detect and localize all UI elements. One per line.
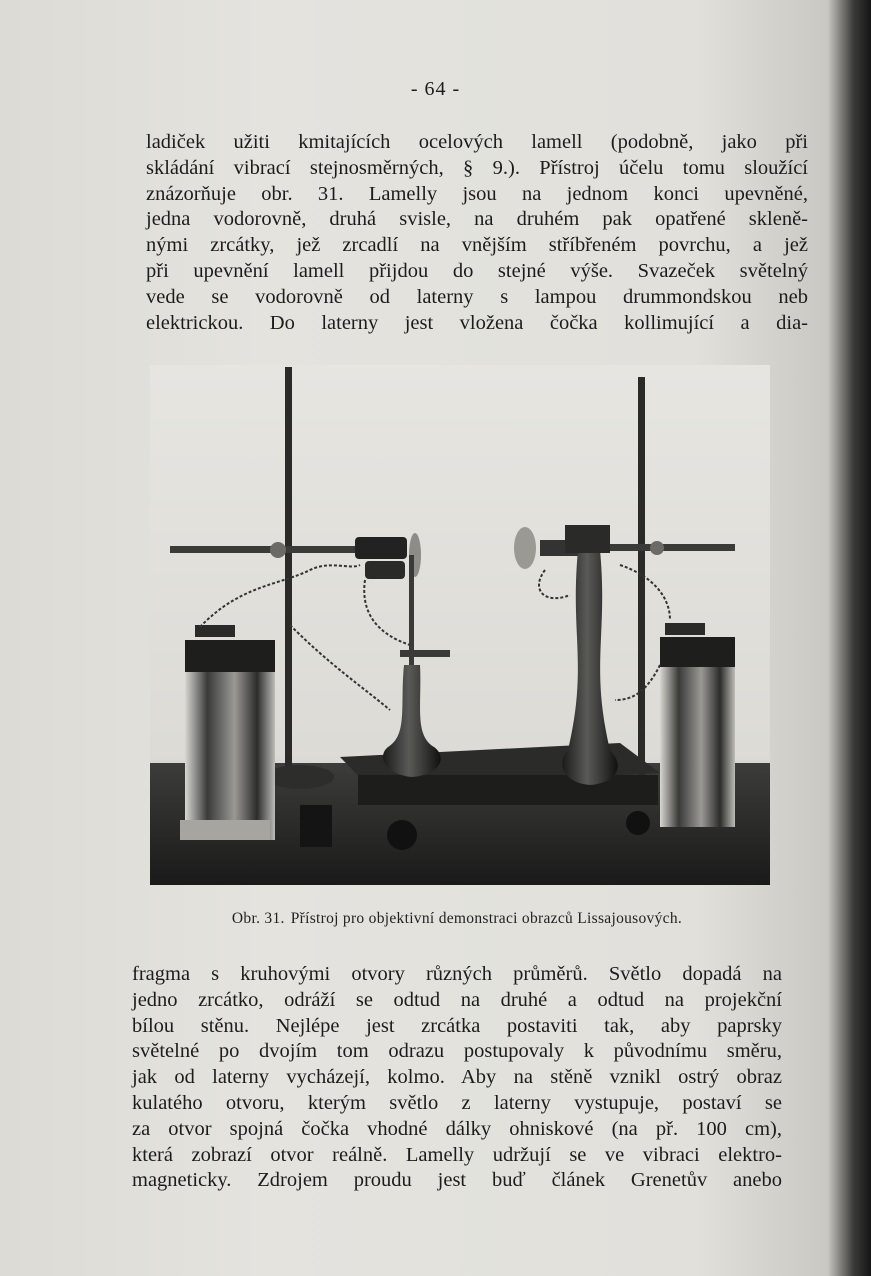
paragraph-top <box>146 130 808 336</box>
text-line: kulatého otvoru, kterým světlo z laterny vystupuje, postaví se <box>132 1091 782 1114</box>
text-line: skládání vibrací stejnosměrných, § 9.). Přístroj účelu tomu sloužící <box>146 156 808 179</box>
page-number: - 64 - <box>410 78 461 100</box>
text-line: fragma s kruhovými otvory různých průměrů. Světlo dopadá na <box>132 963 782 985</box>
left-stand-rod <box>285 367 292 777</box>
text-line: světelné po dvojím tom odrazu postupovaly k původnímu směru, <box>132 1040 782 1063</box>
text-line: jedna vodorovně, druhá svisle, na druhém pak opatřené skleně- <box>146 208 808 231</box>
text-line: jak od laterny vycházejí, kolmo. Aby na stěně vznikl ostrý obraz <box>132 1066 782 1089</box>
figure-label: Obr. 31. <box>231 910 285 927</box>
apparatus-illustration <box>150 365 770 885</box>
text-line: která zobrazí otvor reálně. Lamelly udržují se ve vibraci elektro- <box>132 1143 782 1166</box>
text-line: magneticky. Zdrojem proudu jest buď článek Grenetův anebo <box>132 1169 782 1192</box>
text-line: za otvor spojná čočka vhodné dálky ohniskové (na př. 100 cm), <box>132 1117 782 1140</box>
text-line: při upevnění lamell přijdou do stejné výše. Svazeček světelný <box>146 259 808 282</box>
figure-caption-text: Přístroj pro objektivní demonstraci obrazců Lissajousových. <box>290 910 683 927</box>
text-line: ladiček užiti kmitajících ocelových lamell (podobně, jako při <box>146 131 808 153</box>
text-line: jedno zrcátko, odráží se odtud na druhé a odtud na projekční <box>132 988 782 1011</box>
text-line: nými zrcátky, jež zrcadlí na vnějším stříbřeném povrchu, a jež <box>146 234 808 257</box>
text-line: vede se vodorovně od laterny s lampou drummondskou neb <box>146 285 808 308</box>
figure-caption <box>0 910 871 928</box>
text-line: znázorňuje obr. 31. Lamelly jsou na jednom konci upevněné, <box>146 182 808 205</box>
text-line: elektrickou. Do laterny jest vložena čočka kollimující a dia- <box>146 311 808 334</box>
figure-apparatus-photo <box>150 365 770 885</box>
paragraph-bottom <box>132 962 782 1194</box>
text-line: bílou stěnu. Nejlépe jest zrcátka postaviti tak, aby paprsky <box>132 1014 782 1037</box>
